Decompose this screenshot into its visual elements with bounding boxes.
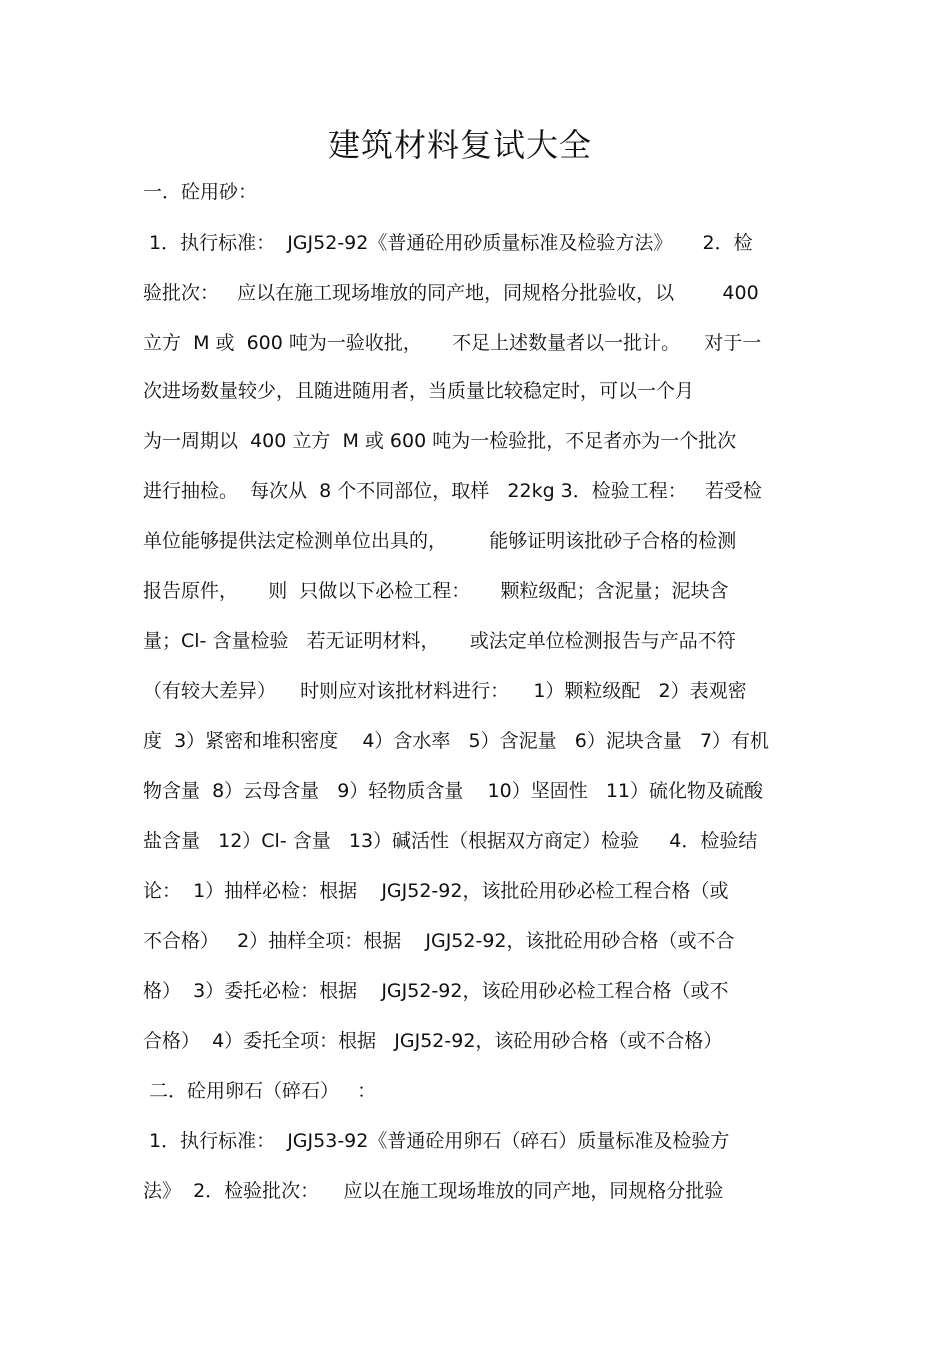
paragraph-line: 法》 2．检验批次： 应以在施工现场堆放的同产地，同规格分批验 xyxy=(143,1180,724,1202)
paragraph-line: （有较大差异） 时则应对该批材料进行： 1）颗粒级配 2）表观密 xyxy=(143,680,747,702)
paragraph-line: 不合格） 2）抽样全项：根据 JGJ52-92，该批砼用砂合格（或不合 xyxy=(143,930,735,952)
paragraph-line: 1．执行标准： JGJ52-92《普通砼用砂质量标准及检验方法》 2．检 xyxy=(143,232,753,254)
paragraph-line: 报告原件， 则 只做以下必检工程： 颗粒级配；含泥量；泥块含 xyxy=(143,580,729,602)
paragraph-line: 量；Cl- 含量检验 若无证明材料， 或法定单位检测报告与产品不符 xyxy=(143,630,736,652)
document-title: 建筑材料复试大全 xyxy=(327,126,592,164)
paragraph-line: 合格） 4）委托全项：根据 JGJ52-92，该砼用砂合格（或不合格） xyxy=(143,1030,723,1052)
paragraph-line: 进行抽检。 每次从 8 个不同部位，取样 22kg 3．检验工程： 若受检 xyxy=(143,480,762,502)
paragraph-line: 格） 3）委托必检：根据 JGJ52-92，该砼用砂必检工程合格（或不 xyxy=(143,980,729,1002)
paragraph-line: 验批次： 应以在施工现场堆放的同产地，同规格分批验收，以 400 xyxy=(143,282,759,304)
paragraph-line: 度 3）紧密和堆积密度 4）含水率 5）含泥量 6）泥块含量 7）有机 xyxy=(143,730,770,752)
paragraph-line: 次进场数量较少，且随进随用者，当质量比较稳定时，可以一个月 xyxy=(143,380,695,402)
paragraph-line: 为一周期以 400 立方 M 或 600 吨为一检验批，不足者亦为一个批次 xyxy=(143,430,737,452)
section-heading-sand: 一．砼用砂： xyxy=(143,181,258,203)
paragraph-line: 物含量 8）云母含量 9）轻物质含量 10）坚固性 11）硫化物及硫酸 xyxy=(143,780,764,802)
section-heading-gravel: 二．砼用卵石（碎石） ： xyxy=(143,1080,377,1102)
paragraph-line: 单位能够提供法定检测单位出具的， 能够证明该批砂子合格的检测 xyxy=(143,530,737,552)
paragraph-line: 论： 1）抽样必检：根据 JGJ52-92，该批砼用砂必检工程合格（或 xyxy=(143,880,729,902)
paragraph-line: 立方 M 或 600 吨为一验收批， 不足上述数量者以一批计。 对于一 xyxy=(143,332,762,354)
paragraph-line: 1．执行标准： JGJ53-92《普通砼用卵石（碎石）质量标准及检验方 xyxy=(143,1130,730,1152)
paragraph-line: 盐含量 12）Cl- 含量 13）碱活性（根据双方商定）检验 4．检验结 xyxy=(143,830,758,852)
